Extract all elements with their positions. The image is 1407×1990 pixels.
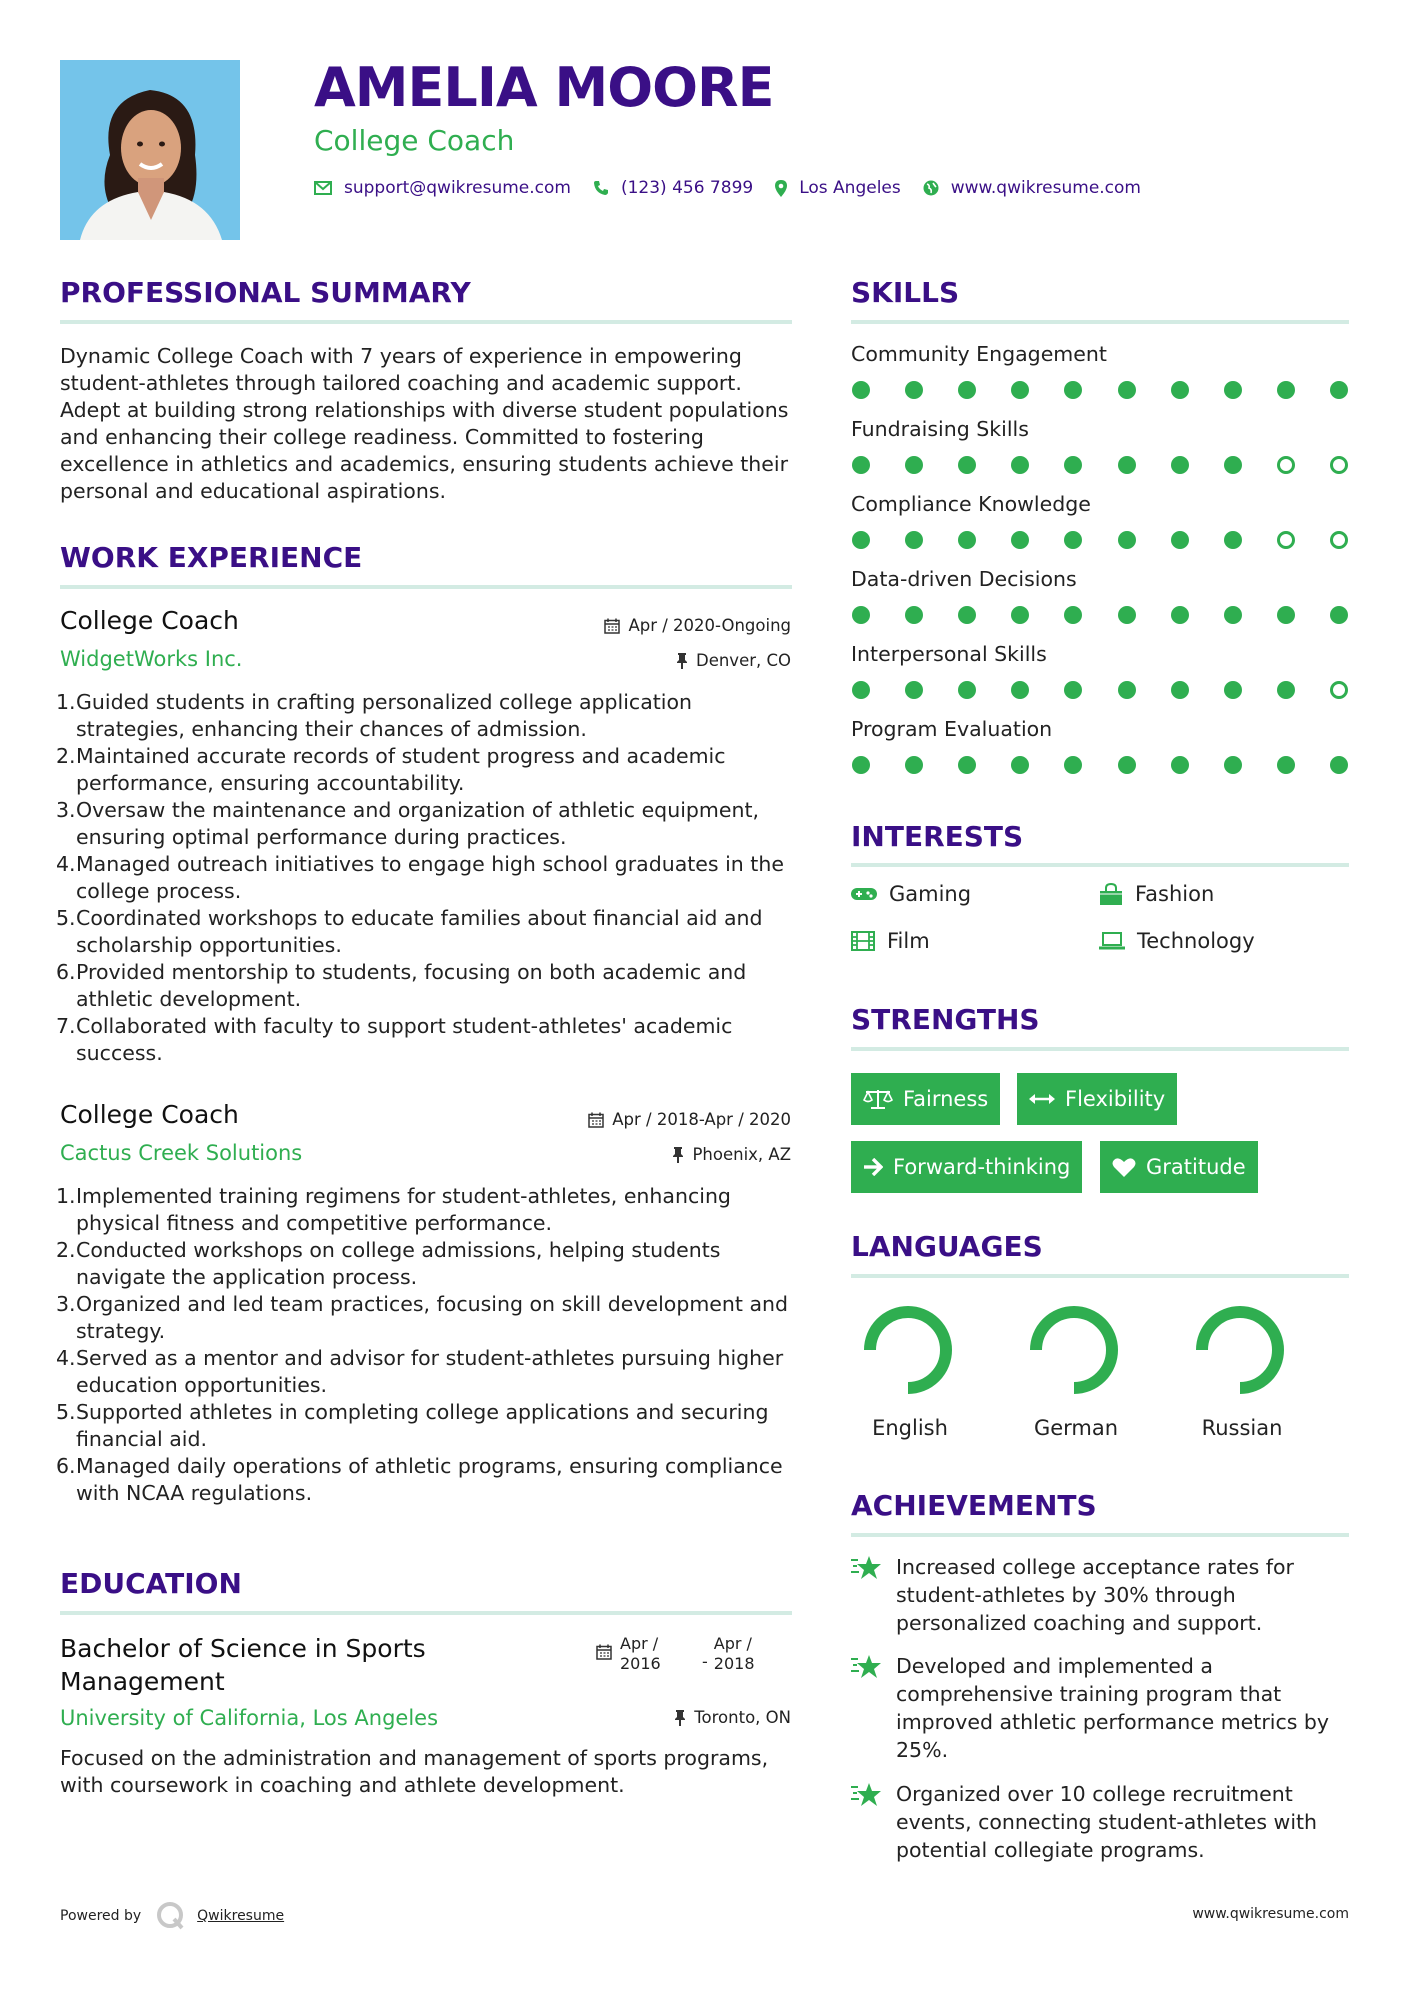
language-3-arc (1202, 1312, 1278, 1388)
rating-dot-filled (1011, 381, 1029, 399)
rating-dot-filled (1118, 456, 1136, 474)
list-item: 5. Coordinated workshops to educate families about financial aid and scholarship opportunities. (56, 906, 763, 957)
job-1-dates-text: Apr / 2020-Ongoing (628, 616, 791, 635)
skills-divider (851, 320, 1349, 324)
job-2-location (672, 1145, 791, 1164)
education-degree: Bachelor of Science in Sports Management (60, 1634, 426, 1696)
rating-dot-filled (905, 756, 923, 774)
rating-dot-filled (1011, 756, 1029, 774)
rating-dot-filled (1224, 531, 1242, 549)
film-icon (851, 931, 875, 951)
rating-dot-filled (1118, 756, 1136, 774)
rating-dot-filled (958, 381, 976, 399)
strength-gratitude-label: Gratitude (1146, 1155, 1246, 1179)
rating-dot-filled (1224, 756, 1242, 774)
interest-technology-label: Technology (1137, 929, 1255, 953)
laptop-icon (1099, 932, 1125, 950)
list-item: 6. Provided mentorship to students, focusing on both academic and athletic development. (56, 960, 747, 1011)
achievement-2-text: Developed and implemented a comprehensive training program that improved athletic performance metrics by 25%. (896, 1654, 1330, 1762)
rating-dot-filled (1064, 606, 1082, 624)
skill-3-name: Compliance Knowledge (851, 492, 1091, 516)
language-2-name: German (1033, 1416, 1119, 1440)
experience-heading: WORK EXPERIENCE (60, 541, 363, 574)
contact-email[interactable] (314, 178, 571, 198)
job-1-company: WidgetWorks Inc. (60, 647, 243, 671)
strength-forward-thinking (851, 1141, 1082, 1193)
pin-icon (676, 653, 688, 669)
contact-phone[interactable] (593, 178, 753, 198)
education-end: Apr / 2018 (713, 1634, 755, 1673)
contact-email-text: support@qwikresume.com (344, 178, 571, 198)
interest-fashion (1099, 882, 1214, 906)
rating-dot-empty (1277, 456, 1295, 474)
list-item: 3. Oversaw the maintenance and organization of athletic equipment, ensuring optimal performance during practices. (56, 798, 760, 849)
star-icon (850, 1654, 882, 1680)
achievement-3-text: Organized over 10 college recruitment events, connecting student-athletes with potential collegiate programs. (896, 1782, 1318, 1862)
calendar-icon (588, 1112, 604, 1128)
rating-dot-filled (1330, 606, 1348, 624)
rating-dot-filled (905, 606, 923, 624)
list-item: 4. Served as a mentor and advisor for student-athletes pursuing higher education opportunities. (56, 1346, 784, 1397)
balance-scale-icon (863, 1088, 893, 1110)
arrow-right-icon (863, 1158, 883, 1176)
strengths-divider (851, 1047, 1349, 1051)
rating-dot-filled (1330, 381, 1348, 399)
contact-website[interactable] (923, 178, 1141, 198)
achievements-divider (851, 1533, 1349, 1537)
arrows-horizontal-icon (1029, 1092, 1055, 1106)
profile-photo (60, 60, 240, 240)
rating-dot-filled (1277, 756, 1295, 774)
rating-dot-filled (1224, 606, 1242, 624)
language-2-gauge (1004, 1300, 1144, 1404)
strength-forward-thinking-label: Forward-thinking (893, 1155, 1071, 1179)
achievement-1 (850, 1553, 1350, 1637)
languages-heading: LANGUAGES (851, 1230, 1043, 1263)
interests-heading: INTERESTS (851, 820, 1024, 853)
skill-1-rating (852, 381, 1348, 399)
job-2-title: College Coach (60, 1100, 239, 1129)
strength-flexibility (1017, 1073, 1177, 1125)
candidate-name: AMELIA MOORE (314, 56, 774, 119)
rating-dot-filled (1118, 681, 1136, 699)
job-1-title: College Coach (60, 606, 239, 635)
footer-powered-by (60, 1900, 284, 1932)
language-1-gauge (838, 1300, 978, 1404)
achievement-1-text: Increased college acceptance rates for student-athletes by 30% through personalized coaching and support. (896, 1555, 1294, 1635)
job-1-dates (604, 616, 791, 635)
rating-dot-filled (852, 456, 870, 474)
footer-website[interactable]: www.qwikresume.com (1192, 1906, 1349, 1922)
list-item: 7. Collaborated with faculty to support student-athletes' academic success. (56, 1014, 733, 1065)
interests-divider (851, 863, 1349, 867)
star-icon (850, 1555, 882, 1581)
language-1-arc (870, 1312, 946, 1388)
rating-dot-filled (1224, 456, 1242, 474)
skill-1-name: Community Engagement (851, 342, 1107, 366)
skill-4-rating (852, 606, 1348, 624)
achievement-3 (850, 1780, 1350, 1864)
interest-gaming (851, 882, 971, 906)
strength-flexibility-label: Flexibility (1065, 1087, 1166, 1111)
job-2-dates-text: Apr / 2018-Apr / 2020 (612, 1110, 791, 1129)
rating-dot-filled (1118, 531, 1136, 549)
rating-dot-filled (852, 381, 870, 399)
education-dates: Apr / 2016 - Apr / 2018 (596, 1634, 766, 1674)
skill-5-rating (852, 681, 1348, 699)
rating-dot-filled (905, 531, 923, 549)
pin-icon (672, 1147, 684, 1163)
rating-dot-filled (1064, 381, 1082, 399)
rating-dot-filled (852, 606, 870, 624)
strength-gratitude (1100, 1141, 1258, 1193)
interest-technology (1099, 929, 1255, 953)
rating-dot-filled (1171, 756, 1189, 774)
rating-dot-filled (1224, 381, 1242, 399)
education-heading: EDUCATION (60, 1567, 242, 1600)
skill-4-name: Data-driven Decisions (851, 567, 1077, 591)
list-item: 3. Organized and led team practices, focusing on skill development and strategy. (56, 1292, 789, 1343)
skill-3-rating (852, 531, 1348, 549)
achievement-2 (850, 1652, 1350, 1764)
summary-heading: PROFESSIONAL SUMMARY (60, 276, 471, 309)
job-1-location (676, 651, 791, 670)
language-3-name: Russian (1201, 1416, 1283, 1440)
calendar-icon (604, 618, 620, 634)
envelope-icon (314, 181, 332, 195)
languages-divider (851, 1274, 1349, 1278)
calendar-icon (596, 1644, 612, 1660)
rating-dot-filled (958, 756, 976, 774)
qwikresume-logo-icon (155, 1900, 187, 1932)
rating-dot-filled (1011, 531, 1029, 549)
education-text: Focused on the administration and management of sports programs, with coursework in coaching and athlete development. (60, 1746, 769, 1797)
rating-dot-filled (852, 681, 870, 699)
strengths-heading: STRENGTHS (851, 1003, 1040, 1036)
skill-5-name: Interpersonal Skills (851, 642, 1047, 666)
job-1-bullets (58, 689, 798, 1067)
rating-dot-filled (1171, 606, 1189, 624)
interest-film (851, 929, 930, 953)
interest-film-label: Film (887, 929, 930, 953)
job-2-company: Cactus Creek Solutions (60, 1141, 303, 1165)
rating-dot-empty (1330, 531, 1348, 549)
pin-icon (674, 1710, 686, 1726)
rating-dot-filled (905, 381, 923, 399)
powered-by-text: Powered by (60, 1908, 142, 1924)
skill-6-rating (852, 756, 1348, 774)
rating-dot-empty (1330, 681, 1348, 699)
rating-dot-filled (1224, 681, 1242, 699)
skill-2-name: Fundraising Skills (851, 417, 1029, 441)
summary-text: Dynamic College Coach with 7 years of experience in empowering student-athletes through tailored coaching and academic support. Adept at building strong relationships with diverse student populations and enhancing their college readiness. Committed to fostering excellence in athletics and academics, ensuring students achieve their personal and educational aspirations. (60, 344, 789, 503)
rating-dot-filled (1171, 531, 1189, 549)
gamepad-icon (851, 886, 877, 902)
education-divider (60, 1611, 792, 1615)
language-3-gauge (1170, 1300, 1310, 1404)
phone-icon (593, 180, 609, 196)
strength-fairness-label: Fairness (903, 1087, 989, 1111)
experience-divider (60, 585, 792, 589)
education-location (674, 1708, 791, 1727)
interest-fashion-label: Fashion (1135, 882, 1215, 906)
skill-2-rating (852, 456, 1348, 474)
contact-phone-text: (123) 456 7899 (620, 178, 754, 198)
job-2-location-text: Phoenix, AZ (692, 1145, 791, 1164)
contact-location-text: Los Angeles (799, 178, 901, 198)
rating-dot-filled (958, 456, 976, 474)
footer-brand-link[interactable]: Qwikresume (197, 1908, 285, 1924)
star-icon (850, 1782, 882, 1808)
skills-heading: SKILLS (851, 276, 960, 309)
rating-dot-filled (1011, 606, 1029, 624)
globe-icon (923, 180, 939, 196)
list-item: 1. Guided students in crafting personalized college application strategies, enhancing their chances of admission. (56, 690, 693, 741)
skill-6-name: Program Evaluation (851, 717, 1053, 741)
contact-bar (314, 178, 1163, 198)
language-2-arc (1036, 1312, 1112, 1388)
map-marker-icon (775, 180, 787, 197)
contact-location (775, 178, 901, 198)
rating-dot-filled (1171, 456, 1189, 474)
list-item: 6. Managed daily operations of athletic programs, ensuring compliance with NCAA regulations. (56, 1454, 783, 1505)
achievements-heading: ACHIEVEMENTS (851, 1489, 1097, 1522)
rating-dot-empty (1277, 531, 1295, 549)
rating-dot-filled (1330, 756, 1348, 774)
rating-dot-filled (1171, 381, 1189, 399)
summary-divider (60, 320, 792, 324)
rating-dot-filled (1011, 681, 1029, 699)
language-1-name: English (872, 1416, 948, 1440)
job-2-bullets (58, 1183, 798, 1507)
rating-dot-filled (958, 681, 976, 699)
rating-dot-filled (1277, 681, 1295, 699)
list-item: 2. Conducted workshops on college admissions, helping students navigate the application process. (56, 1238, 721, 1289)
rating-dot-filled (1277, 606, 1295, 624)
rating-dot-empty (1330, 456, 1348, 474)
contact-website-text: www.qwikresume.com (950, 178, 1141, 198)
education-school: University of California, Los Angeles (60, 1706, 439, 1730)
job-1-location-text: Denver, CO (695, 651, 791, 670)
rating-dot-filled (905, 456, 923, 474)
education-location-text: Toronto, ON (694, 1708, 791, 1727)
education-start: Apr / 2016 (620, 1634, 661, 1673)
rating-dot-filled (852, 756, 870, 774)
candidate-role: College Coach (314, 124, 515, 157)
list-item: 4. Managed outreach initiatives to engage high school graduates in the college process. (56, 852, 784, 903)
rating-dot-filled (1064, 681, 1082, 699)
heart-icon (1112, 1157, 1136, 1178)
rating-dot-filled (958, 606, 976, 624)
rating-dot-filled (1064, 456, 1082, 474)
interest-gaming-label: Gaming (889, 882, 972, 906)
rating-dot-filled (1171, 681, 1189, 699)
rating-dot-filled (1064, 531, 1082, 549)
list-item: 2. Maintained accurate records of student progress and academic performance, ensuring accountability. (56, 744, 726, 795)
rating-dot-filled (905, 681, 923, 699)
bag-icon (1099, 883, 1123, 905)
job-2-dates (588, 1110, 791, 1129)
rating-dot-filled (1277, 381, 1295, 399)
rating-dot-filled (958, 531, 976, 549)
rating-dot-filled (1011, 456, 1029, 474)
rating-dot-filled (1118, 606, 1136, 624)
rating-dot-filled (1064, 756, 1082, 774)
list-item: 1. Implemented training regimens for student-athletes, enhancing physical fitness and competitive performance. (56, 1184, 731, 1235)
list-item: 5. Supported athletes in completing college applications and securing financial aid. (56, 1400, 769, 1451)
strength-fairness (851, 1073, 1000, 1125)
rating-dot-filled (852, 531, 870, 549)
rating-dot-filled (1118, 381, 1136, 399)
